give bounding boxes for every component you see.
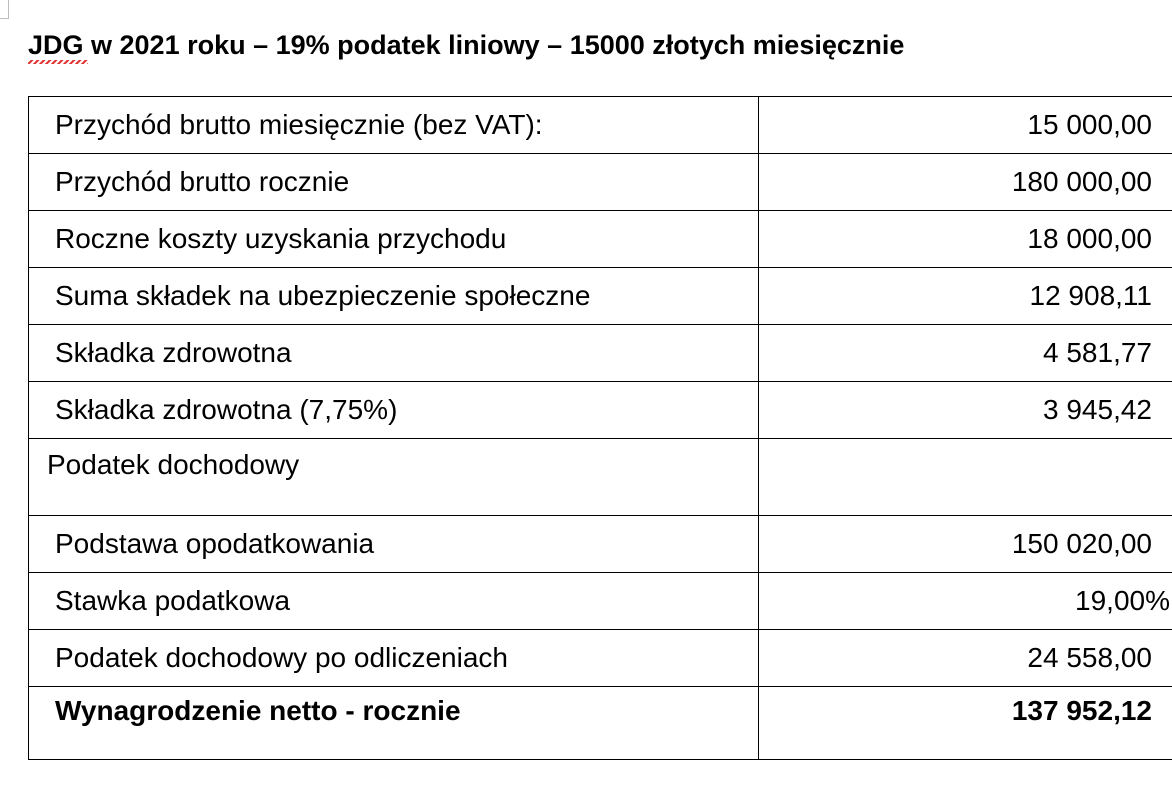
table-row — [29, 516, 1172, 573]
row-label: Podatek dochodowy po odliczeniach — [29, 630, 759, 687]
row-value: 4 581,77 — [759, 325, 1172, 382]
table-row — [29, 573, 1172, 630]
table-row — [29, 325, 1172, 382]
row-label: Stawka podatkowa — [29, 573, 759, 630]
row-label: Składka zdrowotna — [29, 325, 759, 382]
row-label: Przychód brutto miesięcznie (bez VAT): — [29, 97, 759, 154]
row-label: Przychód brutto rocznie — [29, 154, 759, 211]
row-value: 18 000,00 — [759, 211, 1172, 268]
row-label: Suma składek na ubezpieczenie społeczne — [29, 268, 759, 325]
section-header-value — [759, 439, 1172, 516]
row-value: 3 945,42 — [759, 382, 1172, 439]
row-value: 150 020,00 — [759, 516, 1172, 573]
table-row — [29, 382, 1172, 439]
row-value: 180 000,00 — [759, 154, 1172, 211]
section-header-row — [29, 439, 1172, 516]
document-title-text: JDG w 2021 roku – 19% podatek liniowy – 15000 złotych miesięcznie — [28, 30, 905, 60]
tax-calculation-table — [28, 96, 1172, 760]
document-title — [28, 30, 904, 61]
table-row — [29, 630, 1172, 687]
row-label: Roczne koszty uzyskania przychodu — [29, 211, 759, 268]
row-label: Składka zdrowotna (7,75%) — [29, 382, 759, 439]
page-corner-mark — [0, 0, 9, 19]
table-row — [29, 268, 1172, 325]
total-row — [29, 687, 1172, 760]
table-row — [29, 211, 1172, 268]
table-row — [29, 97, 1172, 154]
row-value: 15 000,00 — [759, 97, 1172, 154]
row-value: 19,00% — [759, 573, 1172, 630]
spellcheck-underline — [28, 60, 88, 64]
row-value: 24 558,00 — [759, 630, 1172, 687]
table-row — [29, 154, 1172, 211]
row-label: Podstawa opodatkowania — [29, 516, 759, 573]
row-value: 12 908,11 — [759, 268, 1172, 325]
total-value: 137 952,12 — [759, 687, 1172, 760]
total-label: Wynagrodzenie netto - rocznie — [29, 687, 759, 760]
section-header-label: Podatek dochodowy — [29, 439, 759, 516]
